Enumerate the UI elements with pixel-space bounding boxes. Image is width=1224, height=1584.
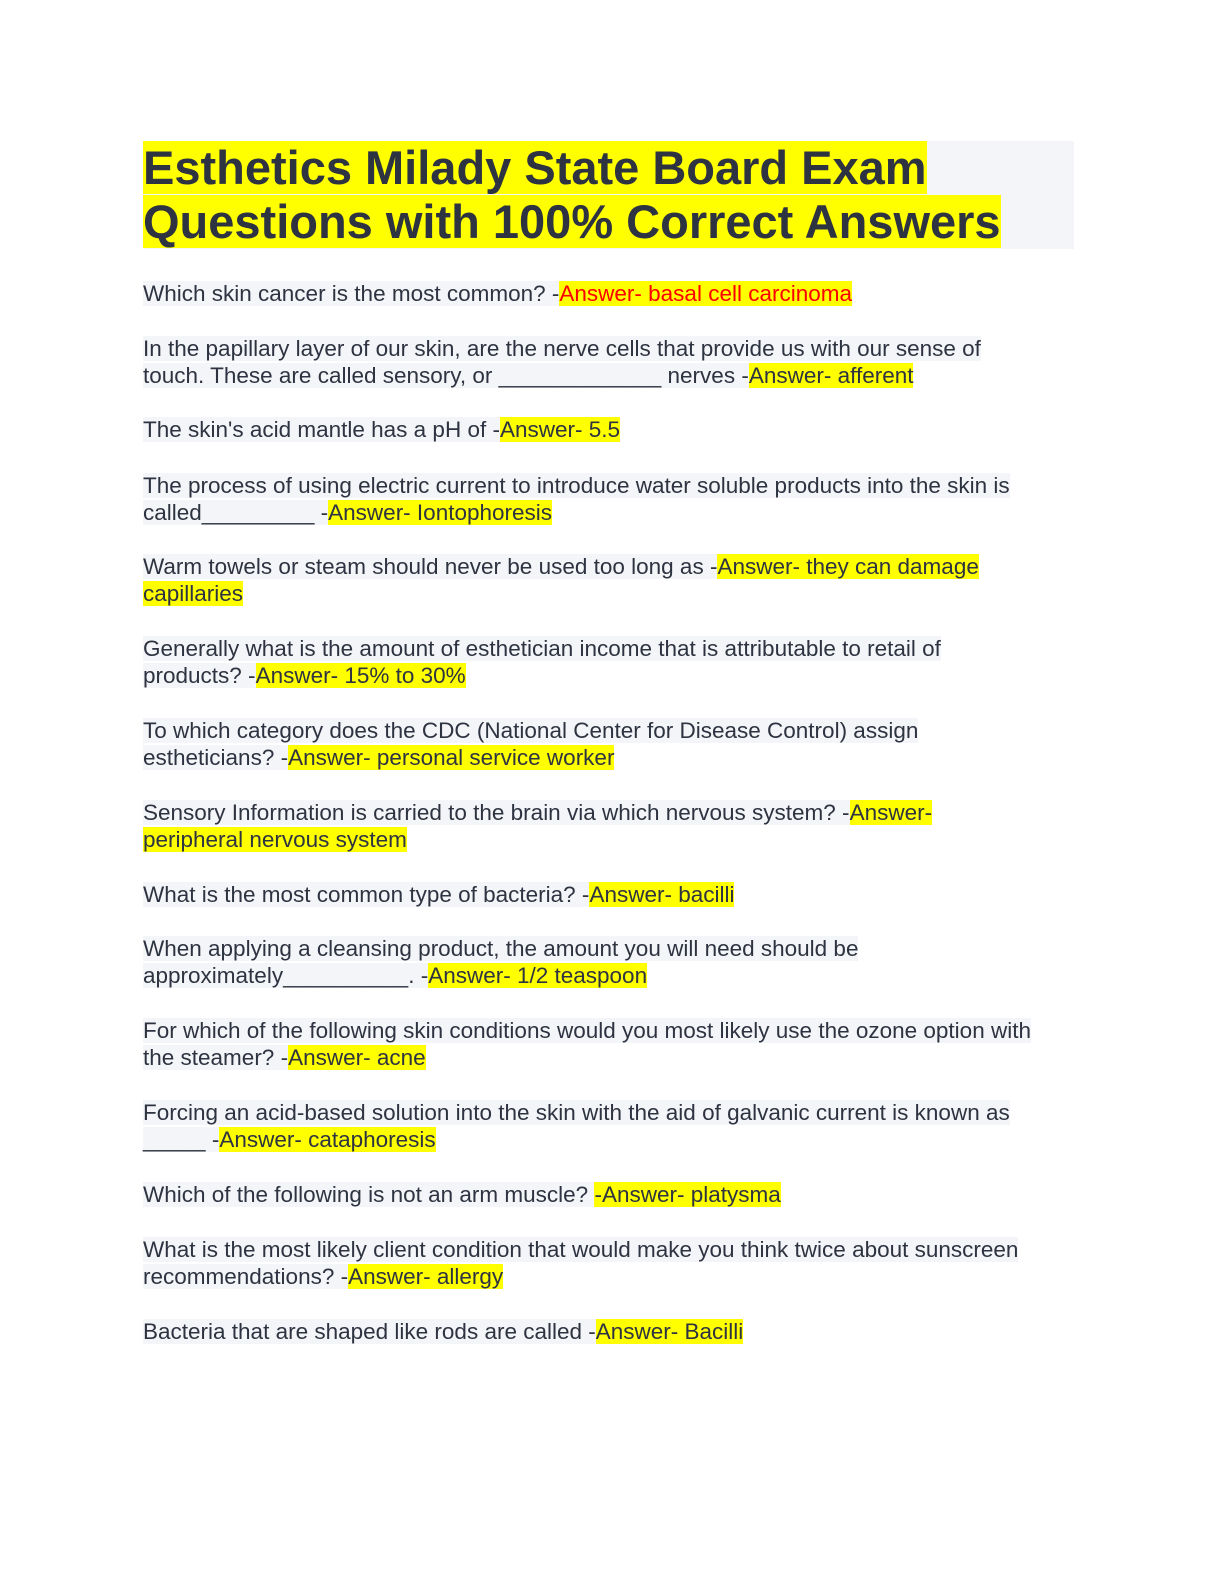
answer-text: Answer- basal cell carcinoma <box>559 281 853 306</box>
answer-text: Answer- bacilli <box>589 882 735 907</box>
question-text: When applying a cleansing product, the amount you will need should be approximately__________. - <box>143 936 859 988</box>
question-text: To which category does the CDC (National Center for Disease Control) assign estheticians? - <box>143 718 919 770</box>
question-text: Generally what is the amount of esthetician income that is attributable to retail of products? - <box>143 636 941 688</box>
answer-text: Answer- acne <box>288 1045 426 1070</box>
title-line-2: Questions with 100% Correct Answers <box>143 195 1001 248</box>
question-text: Warm towels or steam should never be used too long as - <box>143 554 718 579</box>
qa-item-5 <box>143 553 1043 607</box>
qa-item-11 <box>143 1017 1043 1071</box>
qa-item-10 <box>143 935 913 989</box>
answer-text: Answer- 15% to 30% <box>255 663 466 688</box>
question-text: The process of using electric current to introduce water soluble products into the skin is called_________ - <box>143 473 1010 525</box>
answer-text: Answer- 1/2 teaspoon <box>428 963 648 988</box>
qa-item-2 <box>143 335 1033 389</box>
qa-item-9 <box>143 881 1074 908</box>
qa-item-12 <box>143 1099 1074 1153</box>
answer-text: Answer- personal service worker <box>288 745 615 770</box>
qa-item-4 <box>143 472 1074 526</box>
answer-text: Answer- cataphoresis <box>219 1127 436 1152</box>
qa-item-6 <box>143 635 1003 689</box>
qa-item-7 <box>143 717 983 771</box>
answer-text: Answer- Bacilli <box>595 1319 744 1344</box>
question-text: What is the most likely client condition that would make you think twice about sunscreen recommendations? - <box>143 1237 1019 1289</box>
answer-text: Answer- they can damage capillaries <box>143 554 979 606</box>
qa-item-1 <box>143 280 1074 307</box>
title-line-1: Esthetics Milady State Board Exam <box>143 141 927 194</box>
title-block <box>143 141 1074 249</box>
question-text: In the papillary layer of our skin, are the nerve cells that provide us with our sense of touch. These are called sensory, or _____________ nerves - <box>143 336 981 388</box>
question-text: What is the most common type of bacteria? - <box>143 882 590 907</box>
answer-text: Answer- 5.5 <box>499 417 621 442</box>
qa-item-8 <box>143 799 993 853</box>
answer-text: -Answer- platysma <box>594 1182 781 1207</box>
question-text: The skin's acid mantle has a pH of - <box>143 417 500 442</box>
answer-text: Answer- afferent <box>748 363 914 388</box>
question-text: Which of the following is not an arm muscle? <box>143 1182 595 1207</box>
qa-item-13 <box>143 1181 1074 1208</box>
qa-item-3 <box>143 416 1074 443</box>
qa-item-15 <box>143 1318 1074 1345</box>
qa-item-14 <box>143 1236 1074 1290</box>
answer-text: Answer- Iontophoresis <box>328 500 553 525</box>
question-text: For which of the following skin conditions would you most likely use the ozone option with the steamer? - <box>143 1018 1031 1070</box>
answer-text: Answer- allergy <box>348 1264 504 1289</box>
question-text: Which skin cancer is the most common? - <box>143 281 560 306</box>
question-text: Sensory Information is carried to the brain via which nervous system? - <box>143 800 850 825</box>
question-text: Bacteria that are shaped like rods are called - <box>143 1319 596 1344</box>
answer-text: Answer- peripheral nervous system <box>143 800 933 852</box>
question-text: Forcing an acid-based solution into the skin with the aid of galvanic current is known as _____ - <box>143 1100 1010 1152</box>
document-page <box>143 141 1074 1344</box>
document-title <box>143 141 1074 249</box>
